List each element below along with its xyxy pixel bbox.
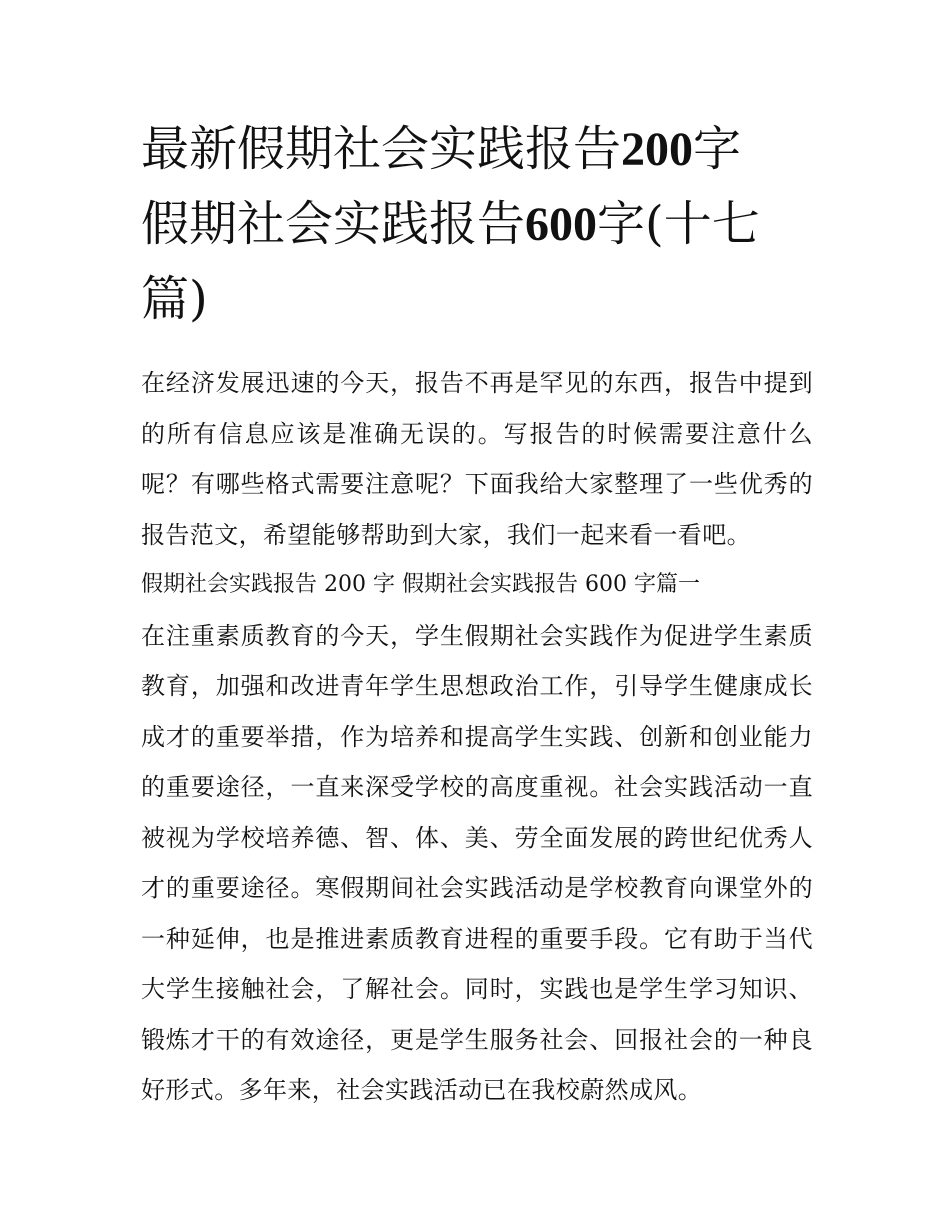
title-part-3: 假期社会实践报告: [141, 196, 526, 252]
document-body: [141, 358, 813, 1116]
title-part-4: 字(十七篇): [141, 196, 760, 327]
title-part-1: 最新假期社会实践报告: [141, 121, 622, 177]
section-paragraph: 在注重素质教育的今天，学生假期社会实践作为促进学生素质教育，加强和改进青年学生思想政治工作，引导学生健康成长成才的重要举措，作为培养和提高学生实践、创新和创业能力的重要途径，一直来深受学校的高度重视。社会实践活动一直被视为学校培养德、智、体、美、劳全面发展的跨世纪优秀人才的重要途径。寒假期间社会实践活动是学校教育向课堂外的一种延伸，也是推进素质教育进程的重要手段。它有助于当代大学生接触社会，了解社会。同时，实践也是学生学习知识、锻炼才干的有效途径，更是学生服务社会、回报社会的一种良好形式。多年来，社会实践活动已在我校蔚然成风。: [141, 621, 813, 1104]
title-number-1: 200: [621, 123, 694, 176]
title-part-2: 字: [693, 121, 742, 177]
intro-paragraph: 在经济发展迅速的今天，报告不再是罕见的东西，报告中提到的所有信息应该是准确无误的。写报告的时候需要注意什么呢？有哪些格式需要注意呢？下面我给大家整理了一些优秀的报告范文，希望能够帮助到大家，我们一起来看一看吧。: [141, 369, 813, 549]
document-title: [141, 112, 813, 336]
section-heading: 假期社会实践报告 200 字 假期社会实践报告 600 字篇一: [141, 572, 700, 597]
title-number-2: 600: [525, 198, 598, 251]
document-page: [141, 112, 813, 1116]
